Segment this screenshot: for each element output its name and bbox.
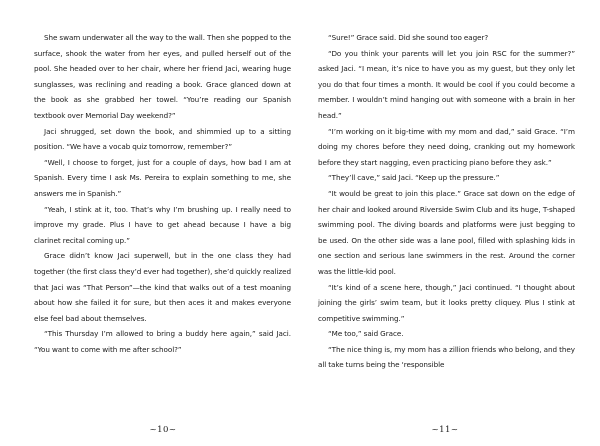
paragraph: “Sure!” Grace said. Did she sound too eager?: [328, 33, 489, 42]
paragraph: “It’s kind of a scene here, though,” Jaci continued. “I thought about joining the girls’ swim team, but it looks pretty cliquey. Plus I stink at competitive swimming.”: [318, 282, 575, 323]
paragraph: “I’m working on it big-time with my mom and dad,” said Grace. “I’m doing my chores before they need doing, cranking out my homework before they start nagging, even practicing piano before they ask.”: [318, 126, 575, 167]
paragraph: Jaci shrugged, set down the book, and shimmied up to a sitting position. “We have a vocab quiz tomorrow, remember?”: [34, 126, 291, 152]
paragraph: “It would be great to join this place.” Grace sat down on the edge of her chair and looked around Riverside Swim Club and its huge, T-shaped swimming pool. The diving boards and platforms were just begging to be used. On the other side was a lane pool, filled with splashing kids in one section and serious lane swimmers in the rest. Around the corner was the little-kid pool.: [318, 188, 575, 276]
paragraph: “Do you think your parents will let you join RSC for the summer?” asked Jaci. “I mean, it’s nice to have you as my guest, but they only let you do that four times a month. It would be cool if you could become a member. I wouldn’t mind hanging out with someone with a brain in her head.”: [318, 48, 575, 120]
left-page: [34, 30, 291, 357]
right-page: [318, 30, 575, 373]
page-number-right: ~11~: [431, 425, 459, 435]
paragraph: She swam underwater all the way to the wall. Then she popped to the surface, shook the water from her eyes, and pulled herself out of the pool. She headed over to her chair, where her friend Jaci, wearing huge sunglasses, was reclining and reading a book. Grace glanced down at the book as she grabbed her towel. “You’re reading our Spanish textbook over Memorial Day weekend?”: [34, 33, 291, 120]
paragraph: “The nice thing is, my mom has a zillion friends who belong, and they all take turns being the ‘responsible: [318, 344, 575, 370]
paragraph: Grace didn’t know Jaci superwell, but in the one class they had together (the first class they’d ever had together), she’d quickly realized that Jaci was “That Person”—the kind that walks out of a test moaning about how she failed it for sure, but then aces it and makes everyone else feel bad about themselves.: [34, 251, 291, 323]
paragraph: “This Thursday I’m allowed to bring a buddy here again,” said Jaci. “You want to come with me after school?”: [34, 329, 291, 354]
paragraph: “Well, I choose to forget, just for a couple of days, how bad I am at Spanish. Every time I ask Ms. Pereira to explain something to me, she answers me in Spanish.”: [34, 157, 291, 198]
page-number-left: ~10~: [149, 425, 177, 435]
paragraph: “They’ll cave,” said Jaci. “Keep up the pressure.”: [328, 173, 500, 183]
paragraph: “Me too,” said Grace.: [328, 329, 404, 339]
paragraph: “Yeah, I stink at it, too. That’s why I’m brushing up. I really need to improve my grade. Plus I have to get ahead because I have a big clarinet recital coming up.”: [34, 204, 291, 245]
